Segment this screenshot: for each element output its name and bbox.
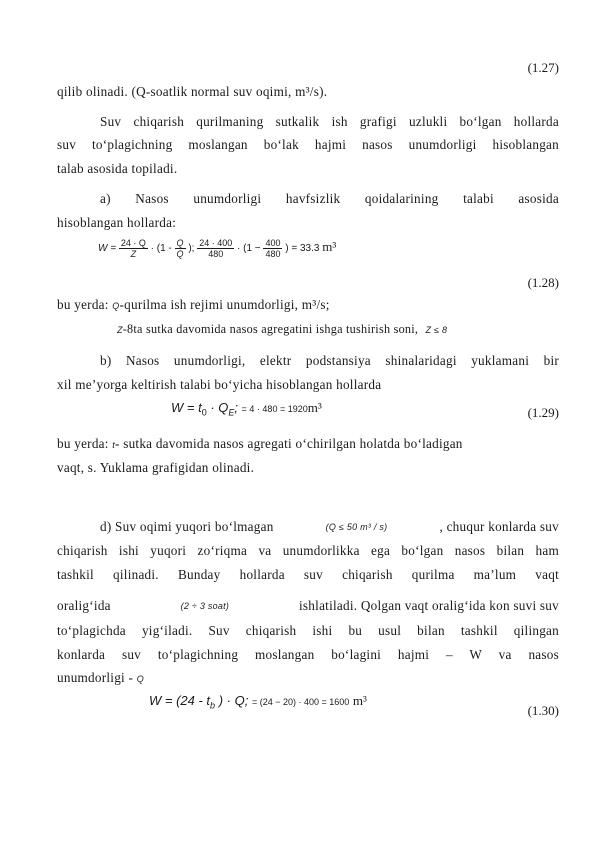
equation-1-29 — [171, 400, 322, 418]
definition-line: bu yerda: Q-qurilma ish rejimi unumdorligi, m³/s; — [57, 297, 330, 312]
item-a-line: hisoblangan hollarda: — [57, 215, 177, 230]
eq-unit: m³ — [307, 400, 322, 415]
eq-sub: b — [210, 700, 216, 711]
item-d-line: tashkil qilinadi. Bunday hollarda suv chiqarish qurilma ma’lum vaqt — [57, 567, 559, 582]
eq-unit: m³ — [352, 693, 367, 708]
symbol-t: t — [112, 440, 115, 450]
symbol-z: Z — [117, 325, 123, 335]
fraction: $\frac{24 \cdot Q}{Z}$ — [120, 238, 146, 259]
item-b-line: b) Nasos unumdorligi, elektr podstansiya shinalaridagi yuklamani bir — [100, 353, 559, 368]
symbol-q: Q — [136, 674, 144, 684]
eq-calc: = (24 − 20) · 400 = 1600 — [251, 697, 350, 707]
item-d-line: d) Suv oqimi yuqori bo‘lmagan (Q ≤ 50 m³ / s) , chuqur konlarda suv — [100, 519, 559, 534]
condition: (Q ≤ 50 m³ / s) — [325, 522, 388, 532]
eq-text: W = (24 - t — [149, 693, 211, 708]
item-d-line: to‘plagichda yig‘iladi. Suv chiqarish ishi bu usul bilan tashkil qilingan — [57, 623, 559, 638]
eq-text: ; — [234, 400, 239, 415]
definition-line: vaqt, s. Yuklama grafigidan olinadi. — [57, 460, 255, 475]
eq-lhs: W = — [98, 243, 117, 255]
symbol-q: Q — [112, 301, 120, 311]
eq-sub: E — [228, 407, 235, 418]
item-d-line: chiqarish ishi yuqori zo‘riqma va unumdorlikka ega bo‘lgan nasos bilan ham — [57, 543, 559, 558]
paragraph-line: qilib olinadi. (Q-soatlik normal suv oqimi, m³/s). — [57, 84, 328, 99]
paragraph-line: suv to‘plagichning moslangan bo‘lak hajmi nasos unumdorligi hisoblangan — [57, 137, 559, 152]
item-d-line: oralig‘ida (2 ÷ 3 soat) ishlatiladi. Qolgan vaqt oralig‘ida kon suvi suv — [57, 598, 559, 613]
eq-text: · (1 − — [237, 243, 261, 255]
eq-sub: 0 — [201, 407, 207, 418]
eq-calc: = 4 · 480 = 1920 — [241, 404, 308, 414]
equation-number-1-29: (1.29) — [527, 405, 559, 420]
paragraph-line: talab asosida topiladi. — [57, 161, 178, 176]
time-range: (2 ÷ 3 soat) — [180, 601, 230, 611]
definition-line: Z-8ta sutka davomida nasos agregatini ishga tushirish soni, Z ≤ 8 — [117, 322, 448, 336]
equation-1-30 — [149, 693, 367, 711]
paragraph-line: Suv chiqarish qurilmaning sutkalik ish grafigi uzlukli bo‘lgan hollarda — [100, 114, 559, 129]
equation-1-28 — [98, 238, 336, 259]
eq-text: · Q — [210, 400, 229, 415]
item-d-line: konlarda suv to‘plagichning moslangan bo‘lagini hajmi – W va nasos — [57, 647, 559, 662]
condition: Z ≤ 8 — [425, 325, 448, 335]
fraction: $\frac{400}{480}$ — [265, 238, 281, 259]
fraction: $\frac{Q}{Q}$ — [176, 238, 184, 259]
eq-result: ) = 33.3 — [285, 243, 320, 255]
eq-text: ) · Q — [218, 693, 245, 708]
item-a-line: a) Nasos unumdorligi havfsizlik qoidalarining talabi asosida — [100, 191, 559, 206]
eq-text: ; — [244, 693, 249, 708]
item-d-line: unumdorligi - Q — [57, 670, 144, 685]
definition-line: bu yerda: t- sutka davomida nasos agregati o‘chirilgan holatda bo‘ladigan — [57, 436, 463, 451]
equation-number-1-28: (1.28) — [527, 275, 559, 290]
fraction: $\frac{24 \cdot 400}{480}$ — [199, 238, 233, 259]
item-b-line: xil me’yorga keltirish talabi bo‘yicha hisoblangan hollarda — [57, 377, 382, 392]
equation-number-1-27: (1.27) — [527, 60, 559, 75]
eq-text: ); — [188, 243, 195, 255]
eq-text: W = t — [171, 400, 202, 415]
equation-number-1-30: (1.30) — [527, 703, 559, 718]
eq-unit: m³ — [322, 239, 337, 255]
eq-text: · (1 - — [150, 243, 172, 255]
